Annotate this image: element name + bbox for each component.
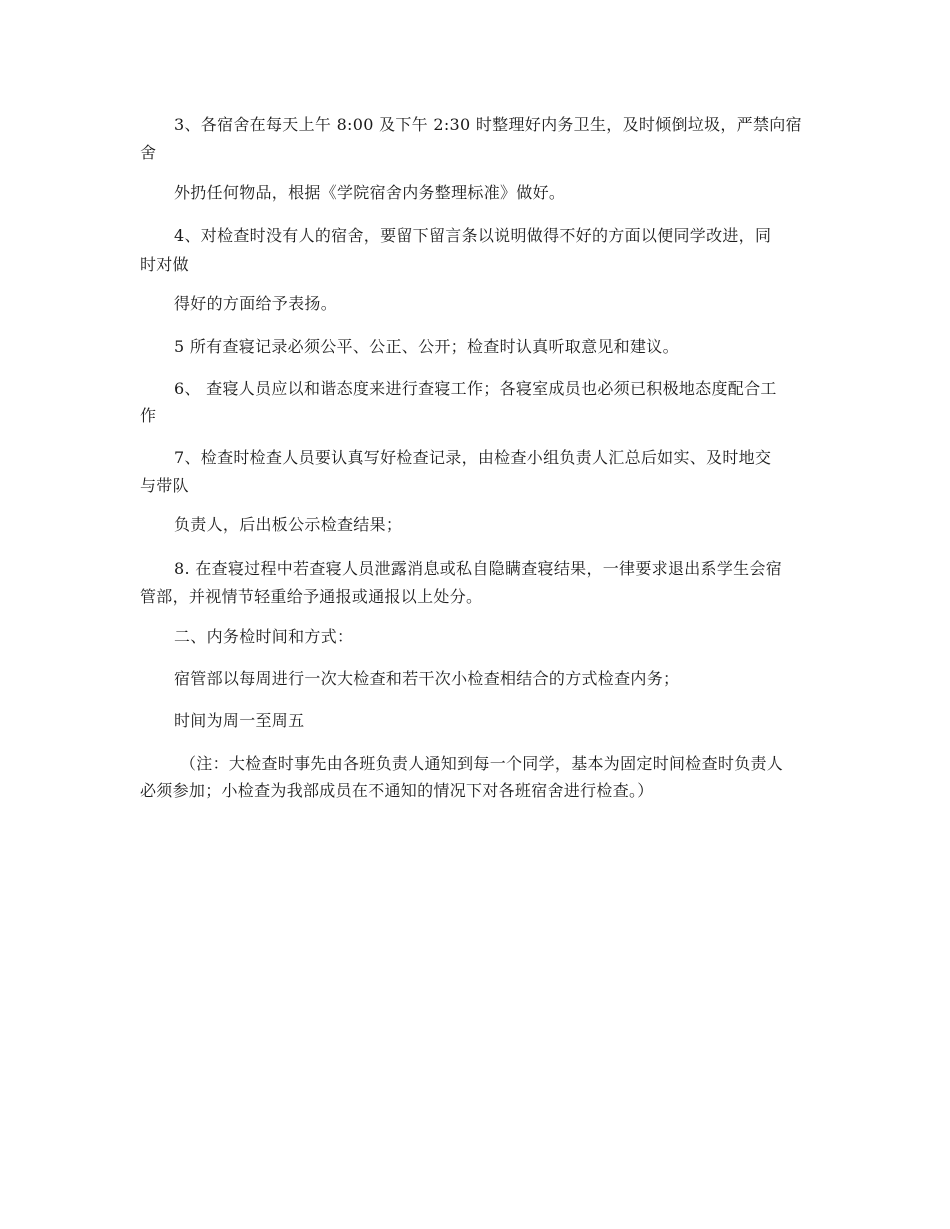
paragraph-5: 5 所有查寝记录必须公平、公正、公开；检查时认真听取意见和建议。 (174, 337, 679, 356)
paragraph-8-line-1: 8. 在查寝过程中若查寝人员泄露消息或私自隐瞒查寝结果，一律要求退出系学生会宿 (174, 559, 783, 578)
paragraph-3-continuation: 外扔任何物品，根据《学院宿舍内务整理标准》做好。 (174, 183, 566, 202)
paragraph-3-line-2: 舍 (140, 143, 157, 162)
paragraph-4-line-1: 4、对检查时没有人的宿舍，要留下留言条以说明做得不好的方面以便同学改进，同 (174, 226, 772, 245)
inspection-method: 宿管部以每周进行一次大检查和若干次小检查相结合的方式检查内务； (174, 669, 680, 688)
note-line-1: （注：大检查时事先由各班负责人通知到每一个同学，基本为固定时间检查时负责人 (180, 754, 784, 773)
paragraph-6-line-2: 作 (140, 406, 157, 425)
paragraph-3-line-1: 3、各宿舍在每天上午 8:00 及下午 2:30 时整理好内务卫生，及时倾倒垃圾，严禁向宿 (174, 115, 802, 134)
inspection-time: 时间为周一至周五 (174, 711, 305, 730)
paragraph-8-line-2: 管部，并视情节轻重给予通报或通报以上处分。 (140, 587, 483, 606)
paragraph-7-line-2: 与带队 (140, 476, 189, 495)
note-line-2: 必须参加；小检查为我部成员在不通知的情况下对各班宿舍进行检查。） (140, 781, 654, 800)
paragraph-4-line-2: 时对做 (140, 255, 189, 274)
paragraph-6-line-1: 6、 查寝人员应以和谐态度来进行查寝工作；各寝室成员也必须已积极地态度配合工 (174, 379, 777, 398)
paragraph-4-continuation: 得好的方面给予表扬。 (174, 294, 338, 313)
section-heading-2: 二、内务检时间和方式： (174, 627, 354, 646)
paragraph-7-continuation: 负责人，后出板公示检查结果； (174, 515, 403, 534)
paragraph-7-line-1: 7、检查时检查人员要认真写好检查记录，由检查小组负责人汇总后如实、及时地交 (174, 448, 772, 467)
